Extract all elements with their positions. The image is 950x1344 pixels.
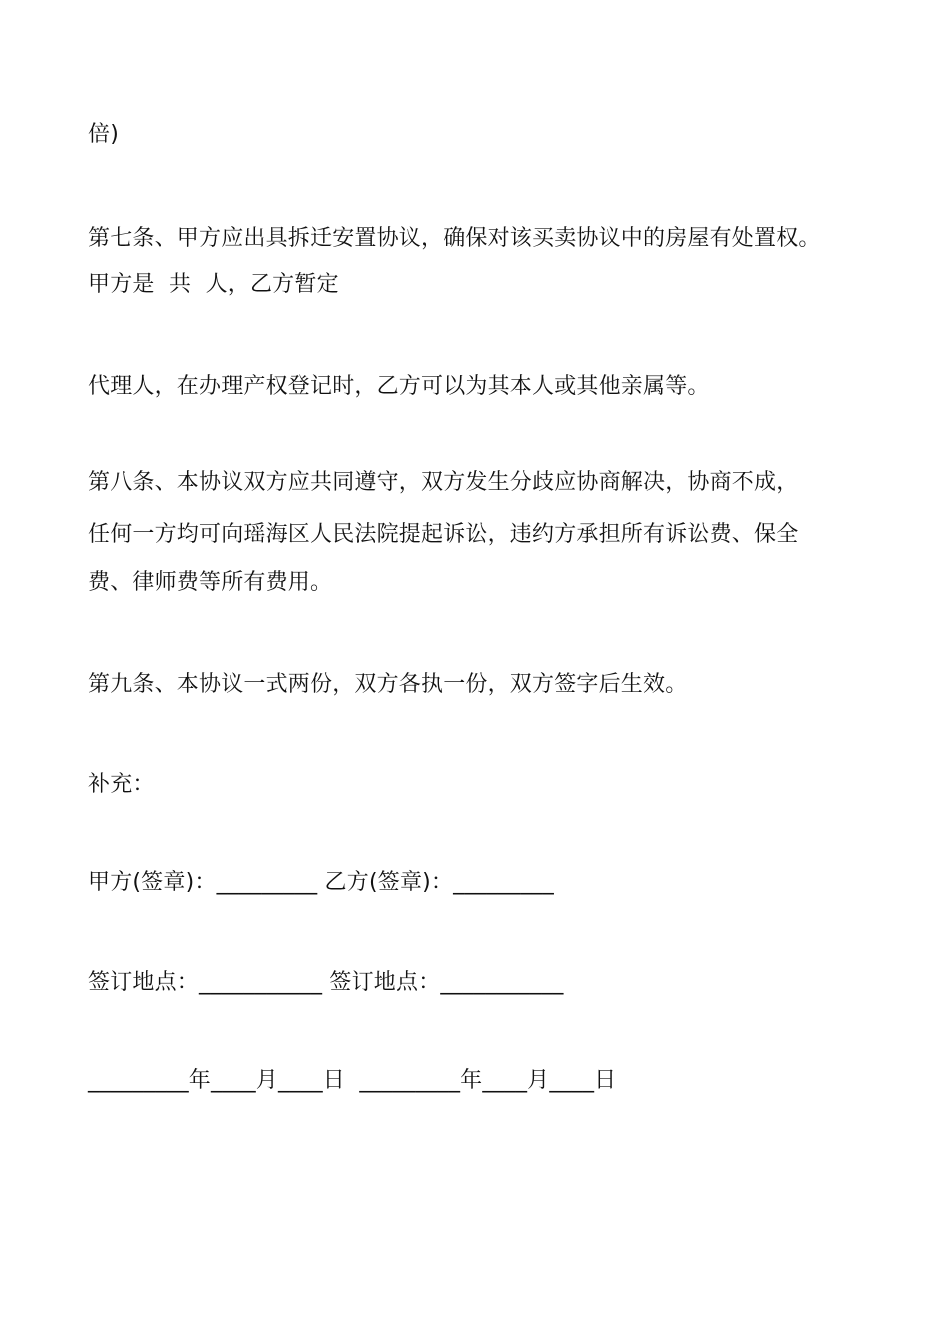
article-7-line-3: 代理人，在办理产权登记时，乙方可以为其本人或其他亲属等。 [88,374,710,399]
text-line-continuation: 倍) [88,122,119,147]
article-8-line-1: 第八条、本协议双方应共同遵守，双方发生分歧应协商解决，协商不成， [88,470,799,495]
signing-location-line: 签订地点：___________ 签订地点：___________ [88,970,564,995]
article-8-line-2: 任何一方均可向瑶海区人民法院提起诉讼，违约方承担所有诉讼费、保全 [88,522,799,547]
article-9: 第九条、本协议一式两份，双方各执一份，双方签字后生效。 [88,672,688,697]
article-7-line-2: 甲方是 共 人，乙方暂定 [88,272,339,297]
article-7-line-1: 第七条、甲方应出具拆迁安置协议，确保对该买卖协议中的房屋有处置权。 [88,226,821,251]
date-line: _________年____月____日 _________年____月____日 [88,1068,617,1093]
supplement-label: 补充： [88,772,155,797]
article-8-line-3: 费、律师费等所有费用。 [88,570,333,595]
signature-line: 甲方(签章)：_________ 乙方(签章)：_________ [88,870,554,895]
